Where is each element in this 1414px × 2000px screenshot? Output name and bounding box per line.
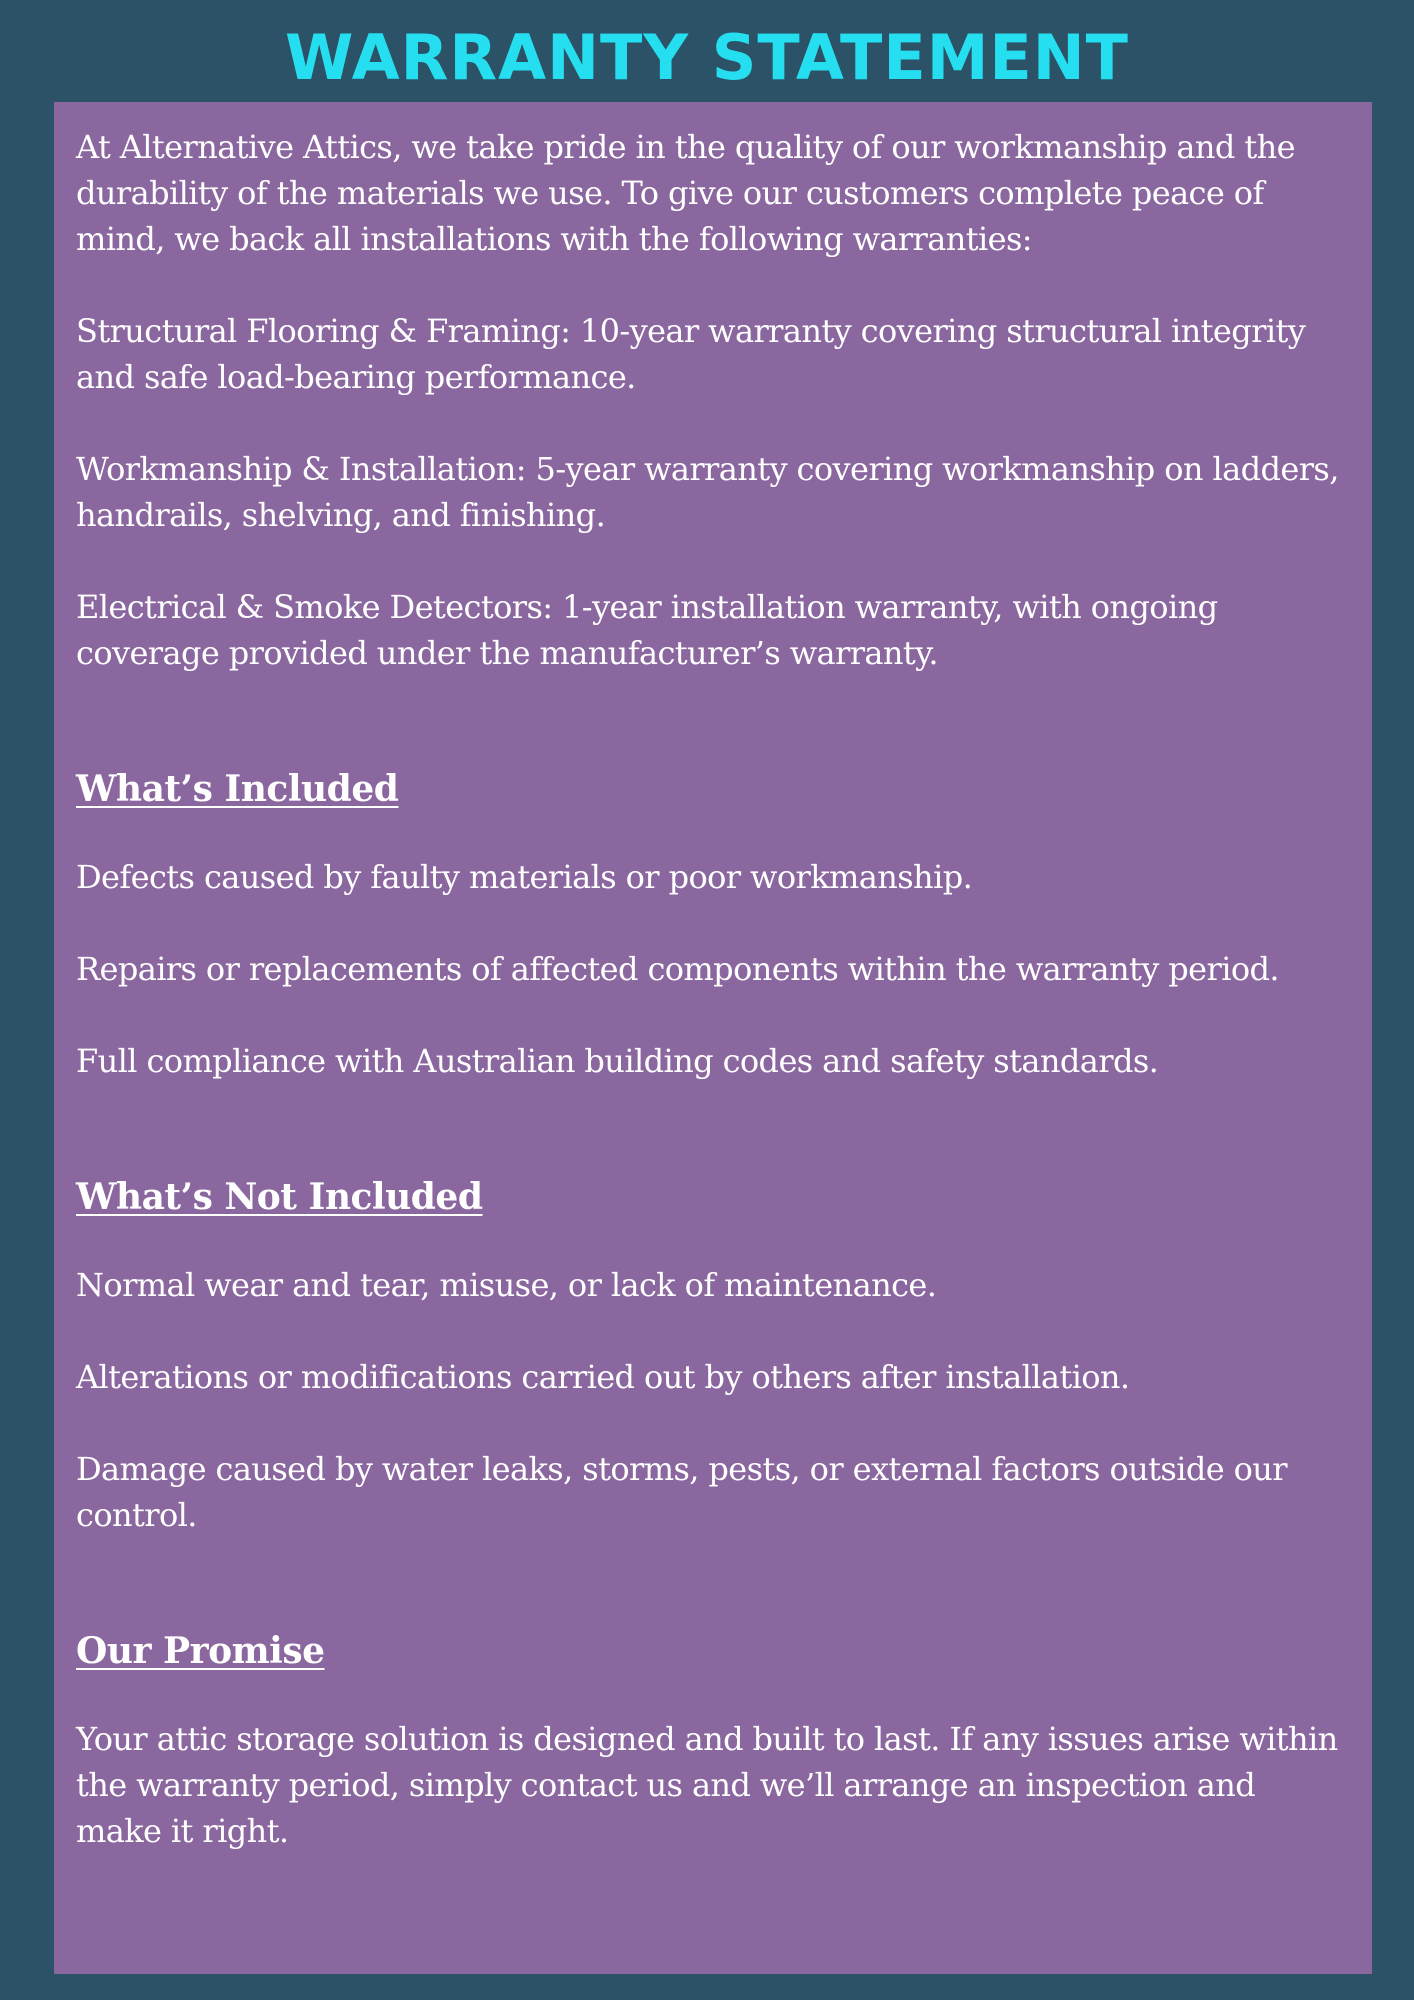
included-item: Full compliance with Australian building codes and safety standards.	[76, 1042, 1159, 1080]
promise-paragraph: Your attic storage solution is designed and built to last. If any issues arise within the warranty period, simply contact us and we’ll arrange an inspection and make it right.	[76, 1720, 1338, 1850]
included-heading: What’s Included	[76, 768, 399, 810]
warranty-electrical: Electrical & Smoke Detectors: 1-year installation warranty, with ongoing coverage provided under the manufacturer’s warranty.	[76, 588, 1218, 672]
promise-heading: Our Promise	[76, 1630, 325, 1672]
warranty-workmanship: Workmanship & Installation: 5-year warranty covering workmanship on ladders, handrails, shelving, and finishing.	[76, 450, 1339, 534]
section-spacer	[76, 1130, 1350, 1172]
not-included-item: Normal wear and tear, misuse, or lack of maintenance.	[76, 1266, 937, 1304]
warranty-structural: Structural Flooring & Framing: 10-year warranty covering structural integrity and safe load-bearing performance.	[76, 312, 1306, 396]
not-included-heading: What’s Not Included	[76, 1176, 483, 1218]
section-spacer	[76, 722, 1350, 764]
page-title: WARRANTY STATEMENT	[285, 21, 1129, 94]
not-included-item: Alterations or modifications carried out by others after installation.	[76, 1358, 1130, 1396]
section-spacer	[76, 1584, 1350, 1626]
included-item: Defects caused by faulty materials or poor workmanship.	[76, 858, 973, 896]
included-item: Repairs or replacements of affected components within the warranty period.	[76, 950, 1279, 988]
intro-paragraph: At Alternative Attics, we take pride in the quality of our workmanship and the durability of the materials we use. To give our customers complete peace of mind, we back all installations with the following warranties:	[76, 128, 1295, 258]
content-panel	[54, 102, 1372, 1974]
not-included-item: Damage caused by water leaks, storms, pests, or external factors outside our control.	[76, 1450, 1287, 1534]
